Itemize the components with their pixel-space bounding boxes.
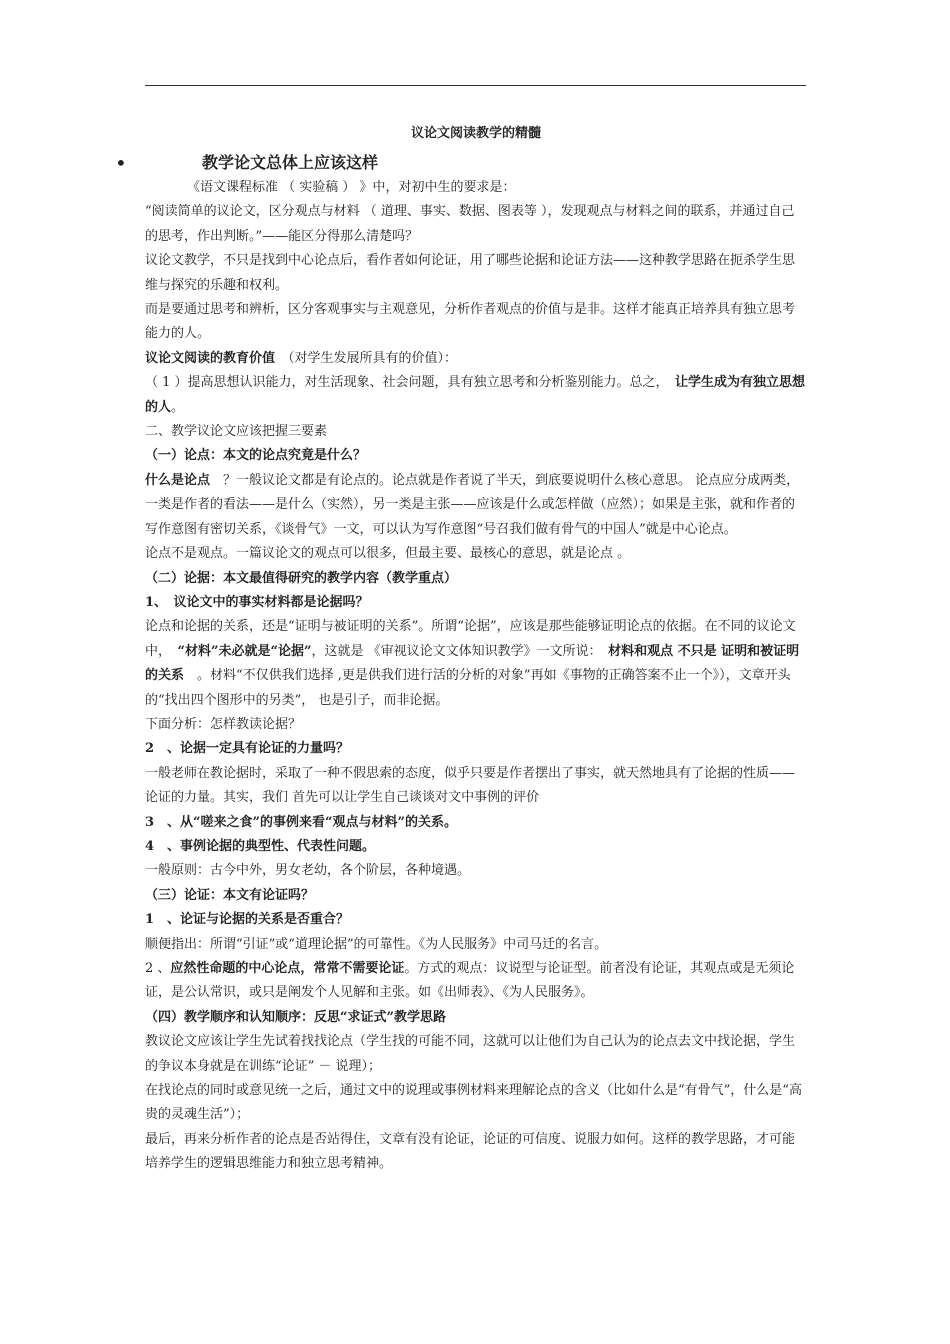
ability-bold: 让学生成为有独立思想的人 <box>145 375 806 415</box>
evidence-text-1: 论点和论据的关系，还是“证明与被证明的关系”。所谓“论据”，应该是那些能够证明论点的依据。在不同的议论文中， <box>145 619 796 659</box>
paragraph-step-2: 在找论点的同时或意见统一之后，通过文中的说理或事例材料来理解论点的含义（比如什么是“有骨气”，什么是“高贵的灵魂生活”）； <box>145 1083 802 1123</box>
subheading-evidence-1: 1、 议论文中的事实材料都是论据吗？ <box>145 594 369 610</box>
paragraph-teaching: 议论文教学，不只是找到中心论点后，看作者如何论证，用了哪些论据和论证方法——这种教学思路在扼杀学生思维与探究的乐趣和权利。 <box>145 253 796 293</box>
paragraph-what-is-argument <box>145 469 807 542</box>
value-note: （对学生发展所具有的价值）： <box>275 350 458 366</box>
paragraph-general-principle: 一般原则：古今中外，男女老幼，各个阶层，各种境遇。 <box>145 863 471 879</box>
subheading-reasoning-1: 1 、论证与论据的关系是否重合？ <box>145 912 350 928</box>
heading-evidence: （二）论据：本文最值得研究的教学内容（教学重点） <box>145 570 458 586</box>
subheading-evidence-2: 2 、论据一定具有论证的力量吗？ <box>145 741 350 757</box>
header-rule <box>145 85 806 86</box>
document-title: 议论文阅读教学的精髓 <box>410 126 541 141</box>
subheading-evidence-3: 3 、从“嗟来之食”的事例来看“观点与材料”的关系。 <box>145 814 457 830</box>
bullet-heading <box>115 150 807 176</box>
paragraph-how-to-teach: 下面分析：怎样教读论据？ <box>145 716 302 732</box>
paragraph-thinking: 而是要通过思考和辨析，区分客观事实与主观意见，分析作者观点的价值与是非。这样才能真正培养具有独立思考能力的人。 <box>145 302 796 342</box>
paragraph-evidence-power: 一般老师在教论据时，采取了一种不假思索的态度，似乎只要是作者摆出了事实，就天然地具有了论据的性质——论证的力量。其实，我们 首先可以让学生自己谈谈对文中事例的评价 <box>145 765 796 806</box>
section-heading-two: 二、教学议论文应该把握三要素 <box>145 424 328 440</box>
paragraph-step-1: 教议论文应该让学生先试着找找论点（学生找的可能不同，这就可以让他们为自己认为的论点去文中找论据，学生的争议本身就是在训练“论证” － 说理）； <box>145 1034 796 1074</box>
bullet-heading-text: 教学论文总体上应该这样 <box>202 153 379 172</box>
paragraph-citation: 顺便指出：所谓“引证”或“道理论据”的可靠性。《为人民服务》中司马迁的名言。 <box>145 936 608 952</box>
normative-text: 。方式的观点：议说型与论证型。前者没有论证，其观点或是无须论证，是公认常识，或只是阐发个人见解和主张。如《出师表》、《为人民服务》。 <box>145 961 795 1001</box>
evidence-bold-2: 材料和观点 不只是 证明和被证明的关系 <box>145 643 800 684</box>
paragraph-value <box>145 347 807 371</box>
document-body <box>115 124 807 1177</box>
bullet-icon: • <box>115 151 127 175</box>
paragraph-step-3: 最后，再来分析作者的论点是否站得住，文章有没有论证，论证的可信度、说服力如何。这样的教学思路，才可能培养学生的逻辑思维能力和独立思考精神。 <box>145 1131 796 1172</box>
evidence-text-3: 。材料“不仅供我们选择 ,更是供我们进行活的分析的对象”再如《事物的正确答案不止一个》），文章开头的“找出四个图形中的另类”， 也是引子，而非论据。 <box>145 668 791 708</box>
value-heading: 议论文阅读的教育价值 <box>145 350 276 366</box>
subheading-evidence-4: 4 、事例论据的典型性、代表性问题。 <box>145 838 376 854</box>
heading-teaching-order: （四）教学顺序和认知顺序：反思“求证式”教学思路 <box>145 1009 446 1025</box>
paragraph-ability <box>145 371 807 420</box>
normative-bold: 应然性命题的中心论点，常常不需要论证 <box>170 961 405 976</box>
paragraph-normative <box>145 957 807 1006</box>
normative-num: 2 、 <box>145 961 171 976</box>
evidence-bold-1: “材料”未必就是“论据” <box>177 643 312 659</box>
evidence-text-2: ，这就是 《审视议论文文体知识教学》一文所说： <box>311 643 609 659</box>
ability-text: （ 1 ）提高思想认识能力，对生活现象、社会问题，具有独立思考和分析鉴别能力。总之， <box>145 375 663 391</box>
paragraph-standard: 《语文课程标准 （ 实验稿 ） 》中，对初中生的要求是： <box>187 180 516 195</box>
what-is-argument-bold: 什么是论点 <box>145 472 211 488</box>
what-is-argument-text: ？一般议论文都是有论点的。论点就是作者说了半天，到底要说明什么核心意思。 论点应分成两类，一类是作者的看法——是什么（实然），另一类是主张——应该是什么或怎样做（应然）；如果是主张，就和作者的写作意图有密切关系，《谈骨气》一文，可以认为写作意图“号召我们做有骨气的中国人”就是中心论点。 <box>145 472 800 537</box>
heading-reasoning: （三）论证：本文有论证吗？ <box>145 887 315 903</box>
heading-argument: （一）论点：本文的论点究竟是什么？ <box>145 448 367 464</box>
ability-end: 。 <box>171 399 185 415</box>
paragraph-evidence-relation <box>145 615 807 713</box>
paragraph-argument-not-view: 论点不是观点。一篇议论文的观点可以很多，但最主要、最核心的意思，就是论点 。 <box>145 546 631 562</box>
paragraph-quote: “阅读简单的议论文，区分观点与材料 （ 道理、事实、数据、图表等 ），发现观点与材料之间的联系，并通过自己的思考，作出判断。”——能区分得那么清楚吗？ <box>145 204 795 244</box>
